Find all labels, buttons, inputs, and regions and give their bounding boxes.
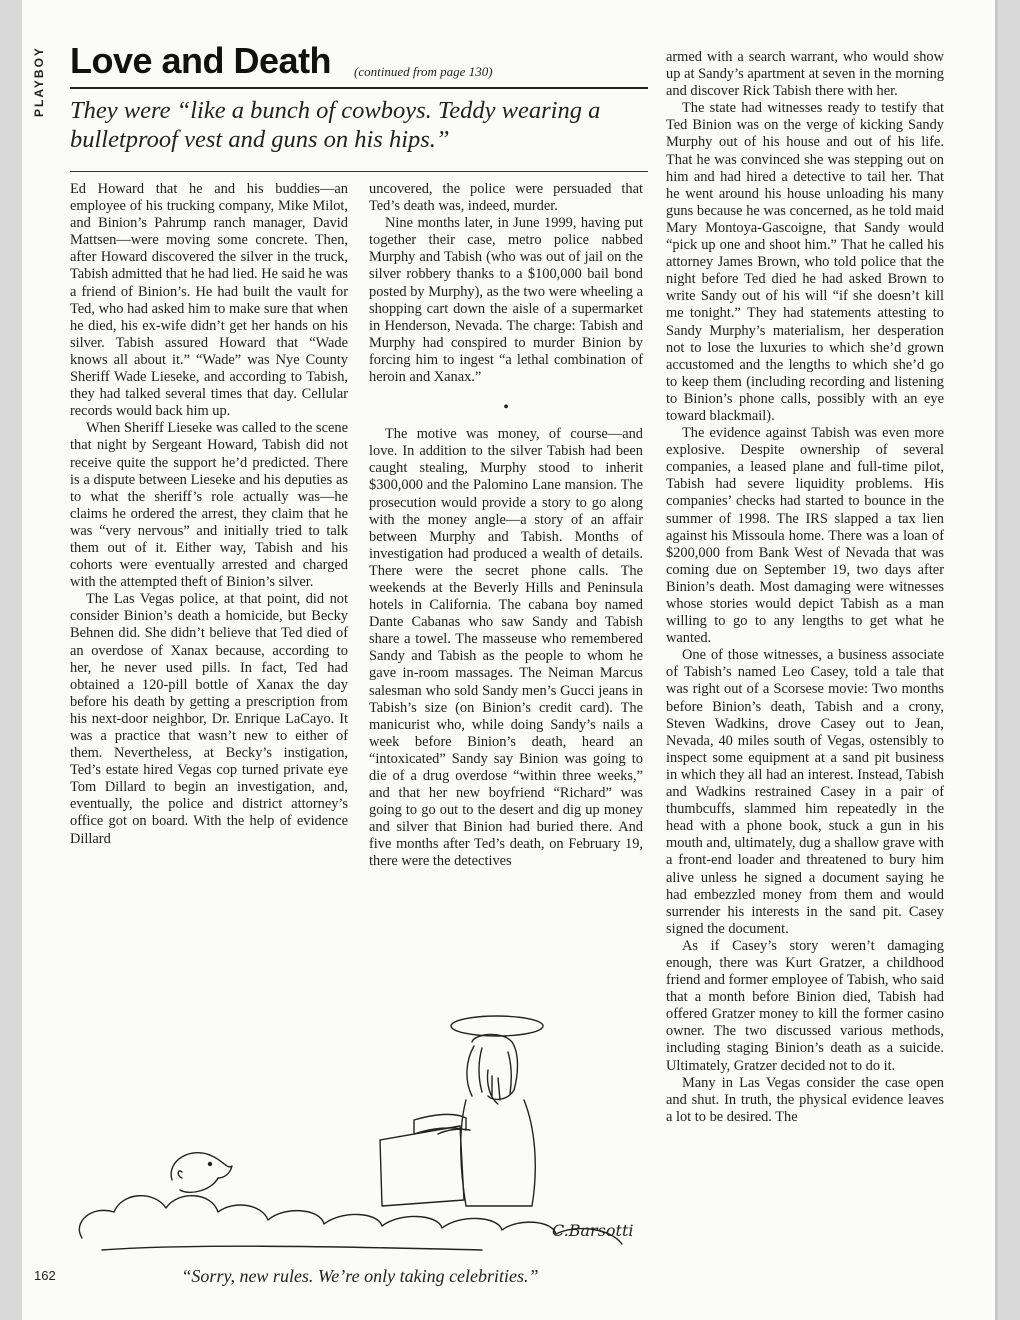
halo (451, 1016, 543, 1036)
visitor-eye (209, 1163, 212, 1166)
pull-quote: They were “like a bunch of cowboys. Teddy wearing a bulletproof vest and guns on his hips.” (70, 97, 601, 153)
paragraph: As if Casey’s story weren’t damaging enough, there was Kurt Gratzer, a childhood friend and former employee of Tabish, who said that a month before Binion died, Tabish had offered Gratzer money to kill the former casino owner. The two discussed various methods, including staging Binion’s death as a suicide. Ultimately, Gratzer decided not to do it. (666, 937, 944, 1074)
magazine-page (22, 0, 998, 1320)
paragraph: uncovered, the police were persuaded that Ted’s death was, indeed, murder. (369, 181, 643, 215)
paragraph: armed with a search warrant, who would show up at Sandy’s apartment at seven in the morning and discover Rick Tabish there with her. (666, 49, 944, 100)
article-headline: Love and Death (70, 40, 332, 81)
paragraph: Nine months later, in June 1999, having put together their case, metro police nabbed Murphy and Tabish (who was out of jail on the silver robbery thanks to a $100,000 bail bond posted by Murphy), as the two were wheeling a shopping cart down the aisle of a supermarket in Henderson, Nevada. The charge: Tabish and Murphy had conspired to murder Binion by forcing him to ingest “a lethal combination of heroin and Xanax.” (369, 215, 643, 386)
paragraph: The Las Vegas police, at that point, did not consider Binion’s death a homicide, but Becky Behnen did. She didn’t believe that Ted died of an overdose of Xanax because, according to her, he never used pills. In fact, Ted had obtained a 120-pill bottle of Xanax the day before his death by getting a prescription from his next-door neighbor, Dr. Enrique LaCayo. It was a practice that wasn’t new to either of them. Nevertheless, at Becky’s instigation, Ted’s estate hired Vegas cop turned private eye Tom Dillard to begin an investigation, and, eventually, the police and district attorney’s office got on board. With the help of evidence Dillard (70, 591, 348, 847)
page-number: 162 (34, 1268, 56, 1283)
cartoon-caption: “Sorry, new rules. We’re only taking celebrities.” (181, 1266, 539, 1286)
article-column-3 (666, 49, 944, 1126)
cartoon-signature: C.Barsotti (552, 1221, 634, 1240)
paragraph: The motive was money, of course—and love. In addition to the silver Tabish had been caught stealing, Murphy stood to inherit $300,000 and the Palomino Lane mansion. The prosecution would provide a story to go along with the money angle—a story of an affair between Murphy and Tabish. Months of investigation had produced a wealth of details. There were the secret phone calls. The weekends at the Beverly Hills and Peninsula hotels in California. The cabana boy named Dante Cabanas who saw Sandy and Tabish share a towel. The masseuse who remembered Sandy and Tabish as the people to whom he gave in-room massages. The Neiman Marcus salesman who sold Sandy men’s Gucci jeans in Tabish’s size (on Binion’s credit card). The manicurist who, while doing Sandy’s nails a week before Binion’s death, heard an “intoxicated” Sandy say Binion was going to die of a drug overdose “within three weeks,” and that her new boyfriend “Richard” was going to go out to the desert and dig up money and silver that Binion had buried there. And five months after Ted’s death, on February 19, there were the detectives (369, 426, 643, 870)
visitor-ear (178, 1171, 182, 1178)
article-column-2 (369, 181, 643, 871)
cartoon-illustration (62, 1000, 652, 1260)
cloud-wisp (102, 1246, 482, 1250)
pull-quote-rule (70, 171, 648, 172)
saint-arm (438, 1129, 470, 1134)
magazine-name: PLAYBOY (32, 46, 46, 117)
paragraph: The state had witnesses ready to testify that Ted Binion was on the verge of kicking Sandy Murphy out of his house and out of his life. That he was convinced she was stepping out on him and had hired a detective to tail her. That he went around his house unloading his many guns because he was concerned, as he told maid Mary Montoya-Gascoigne, that Sandy would “pick up one and shoot him.” That he called his attorney James Brown, who told police that the night before Ted died he had asked Brown to write Sandy out of his will “if she doesn’t kill me tonight.” They had statements attesting to Sandy Murphy’s materialism, her desperation not to lose the luxuries to which she’d grown accustomed and the lengths to which she’d go to keep them (including recording and listening to Binion’s phone calls, possibly with an eye toward blackmail). (666, 100, 944, 424)
paragraph: Many in Las Vegas consider the case open and shut. In truth, the physical evidence leaves a lot to be desired. The (666, 1074, 944, 1125)
continued-note: (continued from page 130) (354, 64, 493, 79)
cloud-outline (79, 1196, 622, 1244)
paragraph: One of those witnesses, a business associate of Tabish’s named Leo Casey, told a tale that was right out of a Scorsese movie: Two months before Binion’s death, Tabish and a crony, Steven Wadkins, drove Casey out to Jean, Nevada, 40 miles south of Vegas, ostensibly to inspect some equipment at a sand pit business in which they all had an interest. Instead, Tabish and Wadkins restrained Casey in a pair of thumbcuffs, slammed him repeatedly in the head with a phone book, stuck a gun in his mouth and, ultimately, dug a shallow grave with a front-end loader and threatened to bury him alive unless he signed a document saying he had embezzled money from them and would surrender his interests in the sand pit. Casey signed the document. (666, 647, 944, 937)
paragraph: The evidence against Tabish was even more explosive. Despite ownership of several companies, a leased plane and full-time pilot, Tabish had severe liquidity problems. His companies’ checks had started to bounce in the summer of 1998. The IRS slapped a tax lien against his Missoula home. There was a loan of $200,000 from Bank West of Nevada that was coming due on September 19, two days after Binion’s death. Most damaging were witnesses whose stories would depict Tabish as a man willing to go to any lengths to get what he wanted. (666, 425, 944, 647)
lectern (380, 1126, 464, 1206)
article-column-1 (70, 181, 348, 848)
visitor-head (171, 1153, 232, 1193)
headline-rule (70, 87, 648, 89)
book (414, 1114, 466, 1134)
saint-robe (461, 1100, 536, 1206)
paragraph: When Sheriff Lieseke was called to the scene that night by Sergeant Howard, Tabish did not receive quite the support he’d predicted. There is a dispute between Lieseke and his deputies as to what the sheriff’s role actually was—he claims he ordered the arrest, they claim that he was “very nervous” and initially tried to talk them out of it. Either way, Tabish and his cohorts were eventually arrested and charged with the attempted theft of Binion’s silver. (70, 420, 348, 591)
page-edge (995, 0, 998, 1320)
section-break-bullet: • (503, 399, 509, 417)
paragraph: Ed Howard that he and his buddies—an employee of his trucking company, Mike Milot, and Binion’s Pahrump ranch manager, David Mattsen—were moving some concrete. Then, after Howard discovered the silver in the truck, Tabish admitted that he had lied. He said he was a friend of Binion’s. He had built the vault for Ted, who had asked him to make sure that when he died, his ex-wife didn’t get her hands on his silver. Tabish assured Howard that “Wade knows all about it.” “Wade” was Nye County Sheriff Wade Lieseke, and according to Tabish, they had talked several times that day. Cellular records would back him up. (70, 181, 348, 420)
